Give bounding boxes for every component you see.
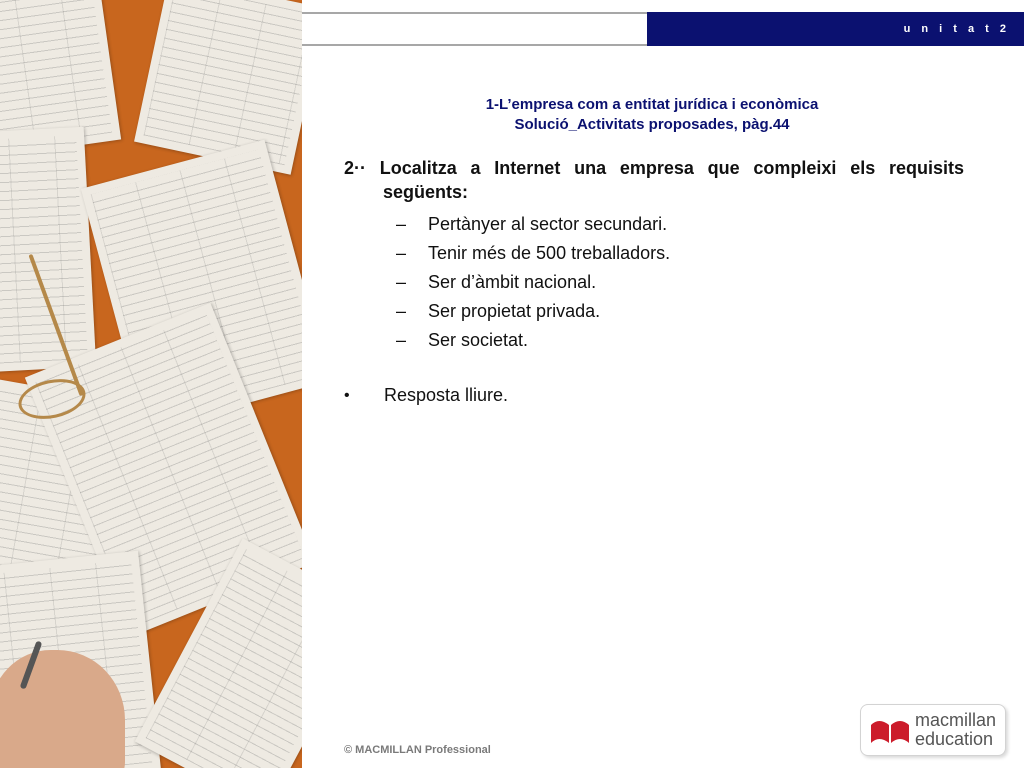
dash-icon: – — [396, 214, 407, 234]
list-item — [344, 210, 964, 239]
slide-titles — [302, 95, 1002, 135]
macmillan-logo-icon — [869, 713, 911, 747]
dash-icon: – — [396, 243, 407, 263]
answer-text: Resposta lliure. — [384, 385, 509, 405]
question-text: 2·· Localitza a Internet una empresa que compleixi els requisits següents: — [344, 158, 964, 202]
list-item-label: Ser propietat privada. — [428, 301, 601, 321]
bullet-icon: • — [344, 386, 350, 404]
header-rule — [302, 12, 648, 46]
macmillan-education-logo — [860, 704, 1006, 756]
unit-label: u n i t a t 2 — [903, 23, 1010, 35]
dash-icon: – — [396, 330, 407, 350]
list-item-label: Ser d’àmbit nacional. — [428, 272, 597, 292]
list-item-label: Tenir més de 500 treballadors. — [428, 243, 671, 263]
requirements-list — [344, 210, 964, 355]
background-photo-documents — [0, 0, 302, 768]
logo-text-line: education — [915, 729, 994, 749]
header-bar — [647, 12, 1024, 46]
logo-text — [915, 711, 996, 749]
list-item-label: Pertànyer al sector secundari. — [428, 214, 668, 234]
copyright-text: © MACMILLAN Professional — [344, 744, 491, 756]
dash-icon: – — [396, 272, 407, 292]
dash-icon: – — [396, 301, 407, 321]
list-item — [344, 326, 964, 355]
answer-item — [344, 385, 964, 406]
slide-content — [344, 156, 964, 406]
list-item-label: Ser societat. — [428, 330, 529, 350]
paper-sheet — [134, 0, 302, 175]
slide-title: 1-L’empresa com a entitat jurídica i econòmica — [485, 96, 819, 113]
list-item — [344, 239, 964, 268]
slide-subtitle: Solució_Activitats proposades, pàg.44 — [514, 116, 790, 133]
list-item — [344, 297, 964, 326]
logo-text-line: macmillan — [915, 710, 997, 730]
list-item — [344, 268, 964, 297]
paper-sheet — [0, 127, 96, 373]
